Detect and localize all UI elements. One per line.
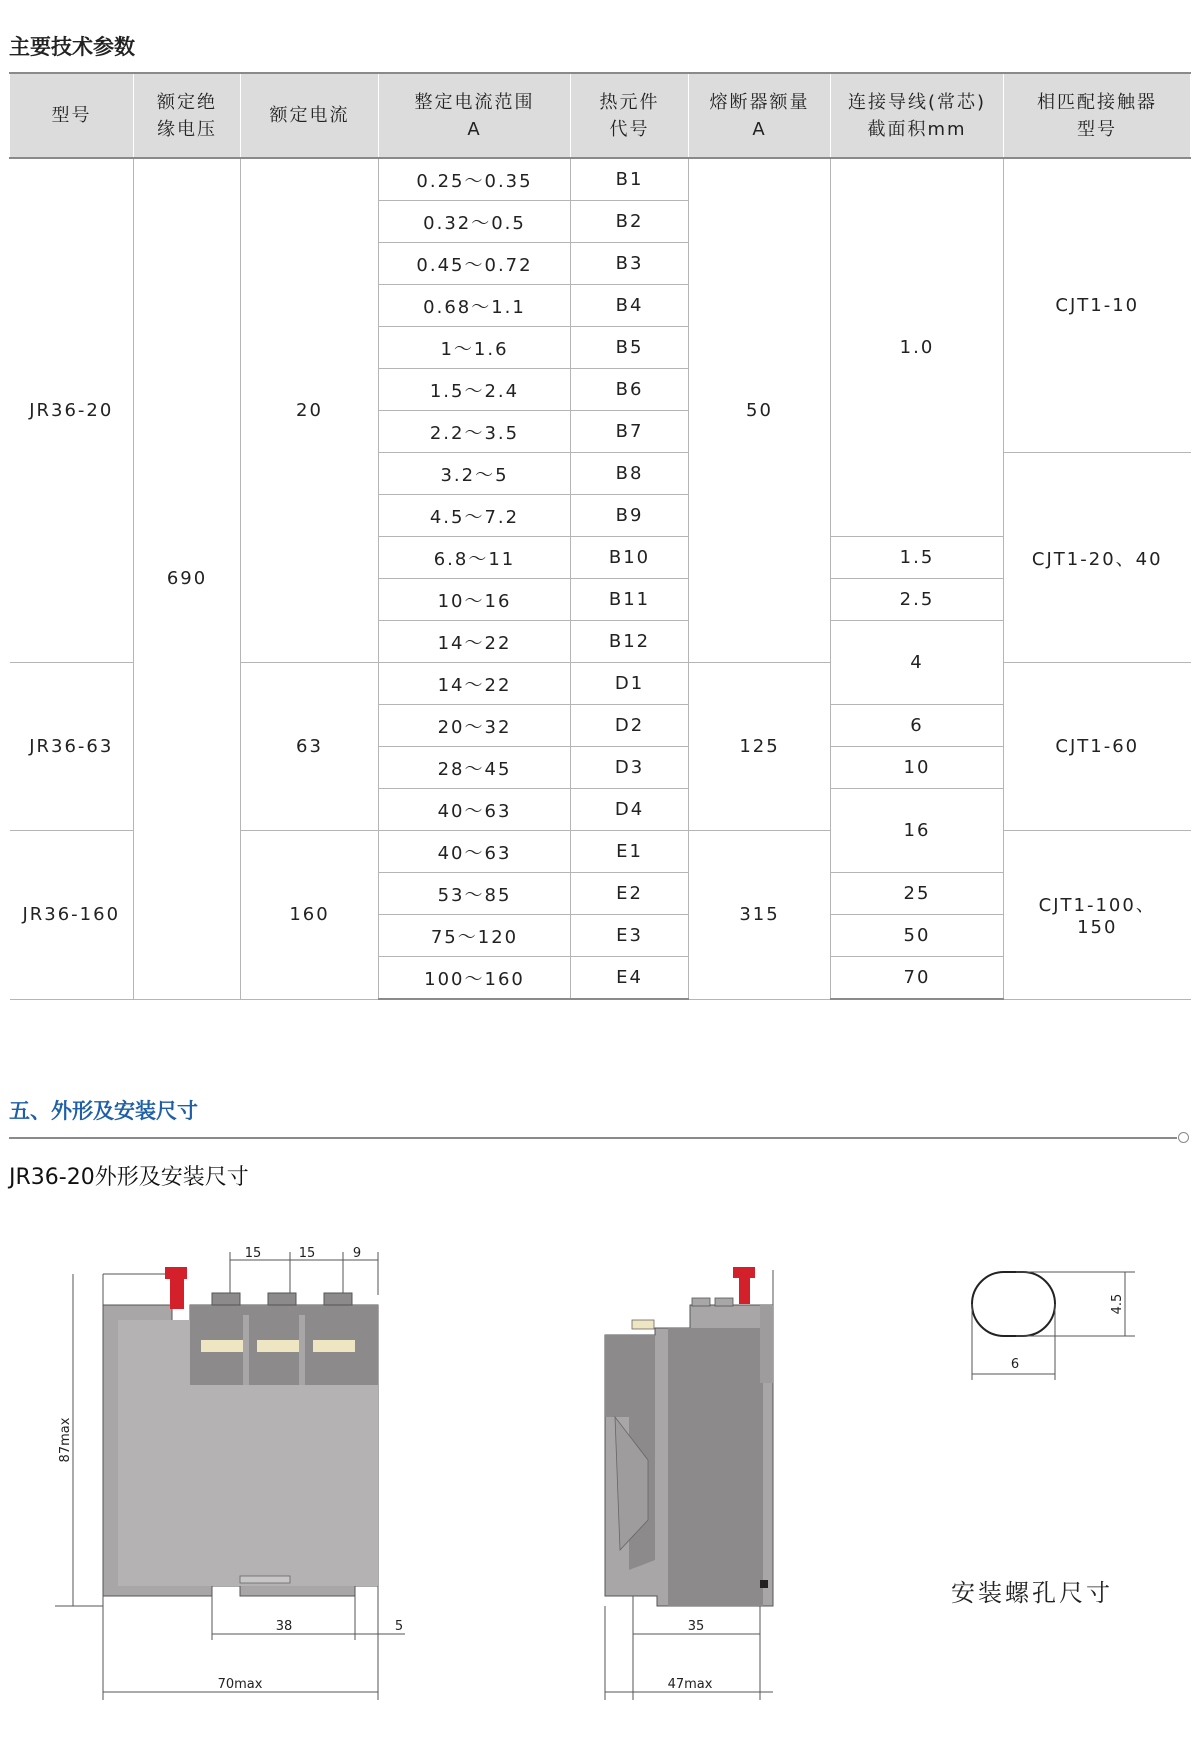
current-cell: 160 (241, 831, 379, 1000)
range-cell: 0.45～0.72 (379, 243, 571, 285)
contactor-cell: CJT1-10 (1004, 158, 1191, 453)
range-cell: 1.5～2.4 (379, 369, 571, 411)
dim-pitch-1: 15 (244, 1246, 262, 1261)
range-cell: 4.5～7.2 (379, 495, 571, 537)
range-cell: 6.8～11 (379, 537, 571, 579)
wire-cell: 10 (831, 747, 1004, 789)
table-header-row (10, 73, 1191, 158)
code-cell: E2 (571, 873, 689, 915)
model-cell: JR36-20 (10, 158, 134, 663)
dim-pitch-3: 9 (352, 1246, 362, 1261)
dim-hole-width: 6 (1010, 1357, 1020, 1372)
dim-height: 87max (58, 1417, 73, 1463)
header-contactor: 相匹配接触器 型号 (1004, 73, 1191, 158)
code-cell: B3 (571, 243, 689, 285)
header-code: 热元件 代号 (571, 73, 689, 158)
current-cell: 63 (241, 663, 379, 831)
contactor-cell: CJT1-100、 150 (1004, 831, 1191, 1000)
header-wire: 连接导线(常芯) 截面积mm (831, 73, 1004, 158)
divider-end-circle (1178, 1132, 1189, 1143)
code-cell: D3 (571, 747, 689, 789)
code-cell: B5 (571, 327, 689, 369)
code-cell: E3 (571, 915, 689, 957)
model-cell: JR36-160 (10, 831, 134, 1000)
wire-cell: 16 (831, 789, 1004, 873)
range-cell: 100～160 (379, 957, 571, 1000)
section5-title: 五、外形及安装尺寸 (9, 1099, 198, 1123)
dim-width: 70max (217, 1677, 263, 1692)
range-cell: 53～85 (379, 873, 571, 915)
outline-title: JR36-20外形及安装尺寸 (9, 1165, 249, 1190)
code-cell: B12 (571, 621, 689, 663)
range-cell: 40～63 (379, 831, 571, 873)
code-cell: B4 (571, 285, 689, 327)
range-cell: 75～120 (379, 915, 571, 957)
fuse-cell: 125 (689, 663, 831, 831)
wire-cell: 50 (831, 915, 1004, 957)
code-cell: B2 (571, 201, 689, 243)
range-cell: 0.25～0.35 (379, 158, 571, 201)
range-cell: 0.68～1.1 (379, 285, 571, 327)
dim-depth: 47max (667, 1677, 713, 1692)
header-model: 型号 (10, 73, 134, 158)
dim-side-mount: 35 (687, 1619, 705, 1634)
wire-cell: 6 (831, 705, 1004, 747)
range-cell: 28～45 (379, 747, 571, 789)
section-divider (9, 1137, 1177, 1139)
code-cell: B8 (571, 453, 689, 495)
params-title: 主要技术参数 (9, 35, 135, 59)
code-cell: D1 (571, 663, 689, 705)
code-cell: E1 (571, 831, 689, 873)
header-voltage: 额定绝 缘电压 (134, 73, 241, 158)
voltage-cell: 690 (134, 158, 241, 999)
dim-hole-height: 4.5 (1110, 1293, 1125, 1315)
dim-mount-width: 38 (275, 1619, 293, 1634)
range-cell: 0.32～0.5 (379, 201, 571, 243)
mount-hole-view (972, 1272, 1135, 1380)
range-cell: 1～1.6 (379, 327, 571, 369)
range-cell: 3.2～5 (379, 453, 571, 495)
hole-caption: 安装螺孔尺寸 (951, 1579, 1113, 1607)
code-cell: D4 (571, 789, 689, 831)
range-cell: 20～32 (379, 705, 571, 747)
range-cell: 10～16 (379, 579, 571, 621)
range-cell: 2.2～3.5 (379, 411, 571, 453)
code-cell: B1 (571, 158, 689, 201)
code-cell: E4 (571, 957, 689, 1000)
code-cell: B9 (571, 495, 689, 537)
dim-offset: 5 (394, 1619, 404, 1634)
range-cell: 40～63 (379, 789, 571, 831)
wire-cell: 25 (831, 873, 1004, 915)
wire-cell: 1.0 (831, 158, 1004, 537)
code-cell: B10 (571, 537, 689, 579)
header-fuse: 熔断器额量 A (689, 73, 831, 158)
code-cell: D2 (571, 705, 689, 747)
wire-cell: 1.5 (831, 537, 1004, 579)
params-table (9, 72, 1191, 1000)
code-cell: B11 (571, 579, 689, 621)
front-view (55, 1252, 405, 1700)
dim-pitch-2: 15 (298, 1246, 316, 1261)
wire-cell: 4 (831, 621, 1004, 705)
contactor-cell: CJT1-60 (1004, 663, 1191, 831)
model-cell: JR36-63 (10, 663, 134, 831)
code-cell: B6 (571, 369, 689, 411)
fuse-cell: 315 (689, 831, 831, 1000)
side-view (605, 1267, 773, 1700)
contactor-cell: CJT1-20、40 (1004, 453, 1191, 663)
header-range: 整定电流范围 A (379, 73, 571, 158)
wire-cell: 70 (831, 957, 1004, 1000)
range-cell: 14～22 (379, 663, 571, 705)
table-row (10, 158, 1191, 201)
current-cell: 20 (241, 158, 379, 663)
code-cell: B7 (571, 411, 689, 453)
wire-cell: 2.5 (831, 579, 1004, 621)
fuse-cell: 50 (689, 158, 831, 663)
range-cell: 14～22 (379, 621, 571, 663)
header-current: 额定电流 (241, 73, 379, 158)
dimension-drawings (0, 1220, 1200, 1740)
